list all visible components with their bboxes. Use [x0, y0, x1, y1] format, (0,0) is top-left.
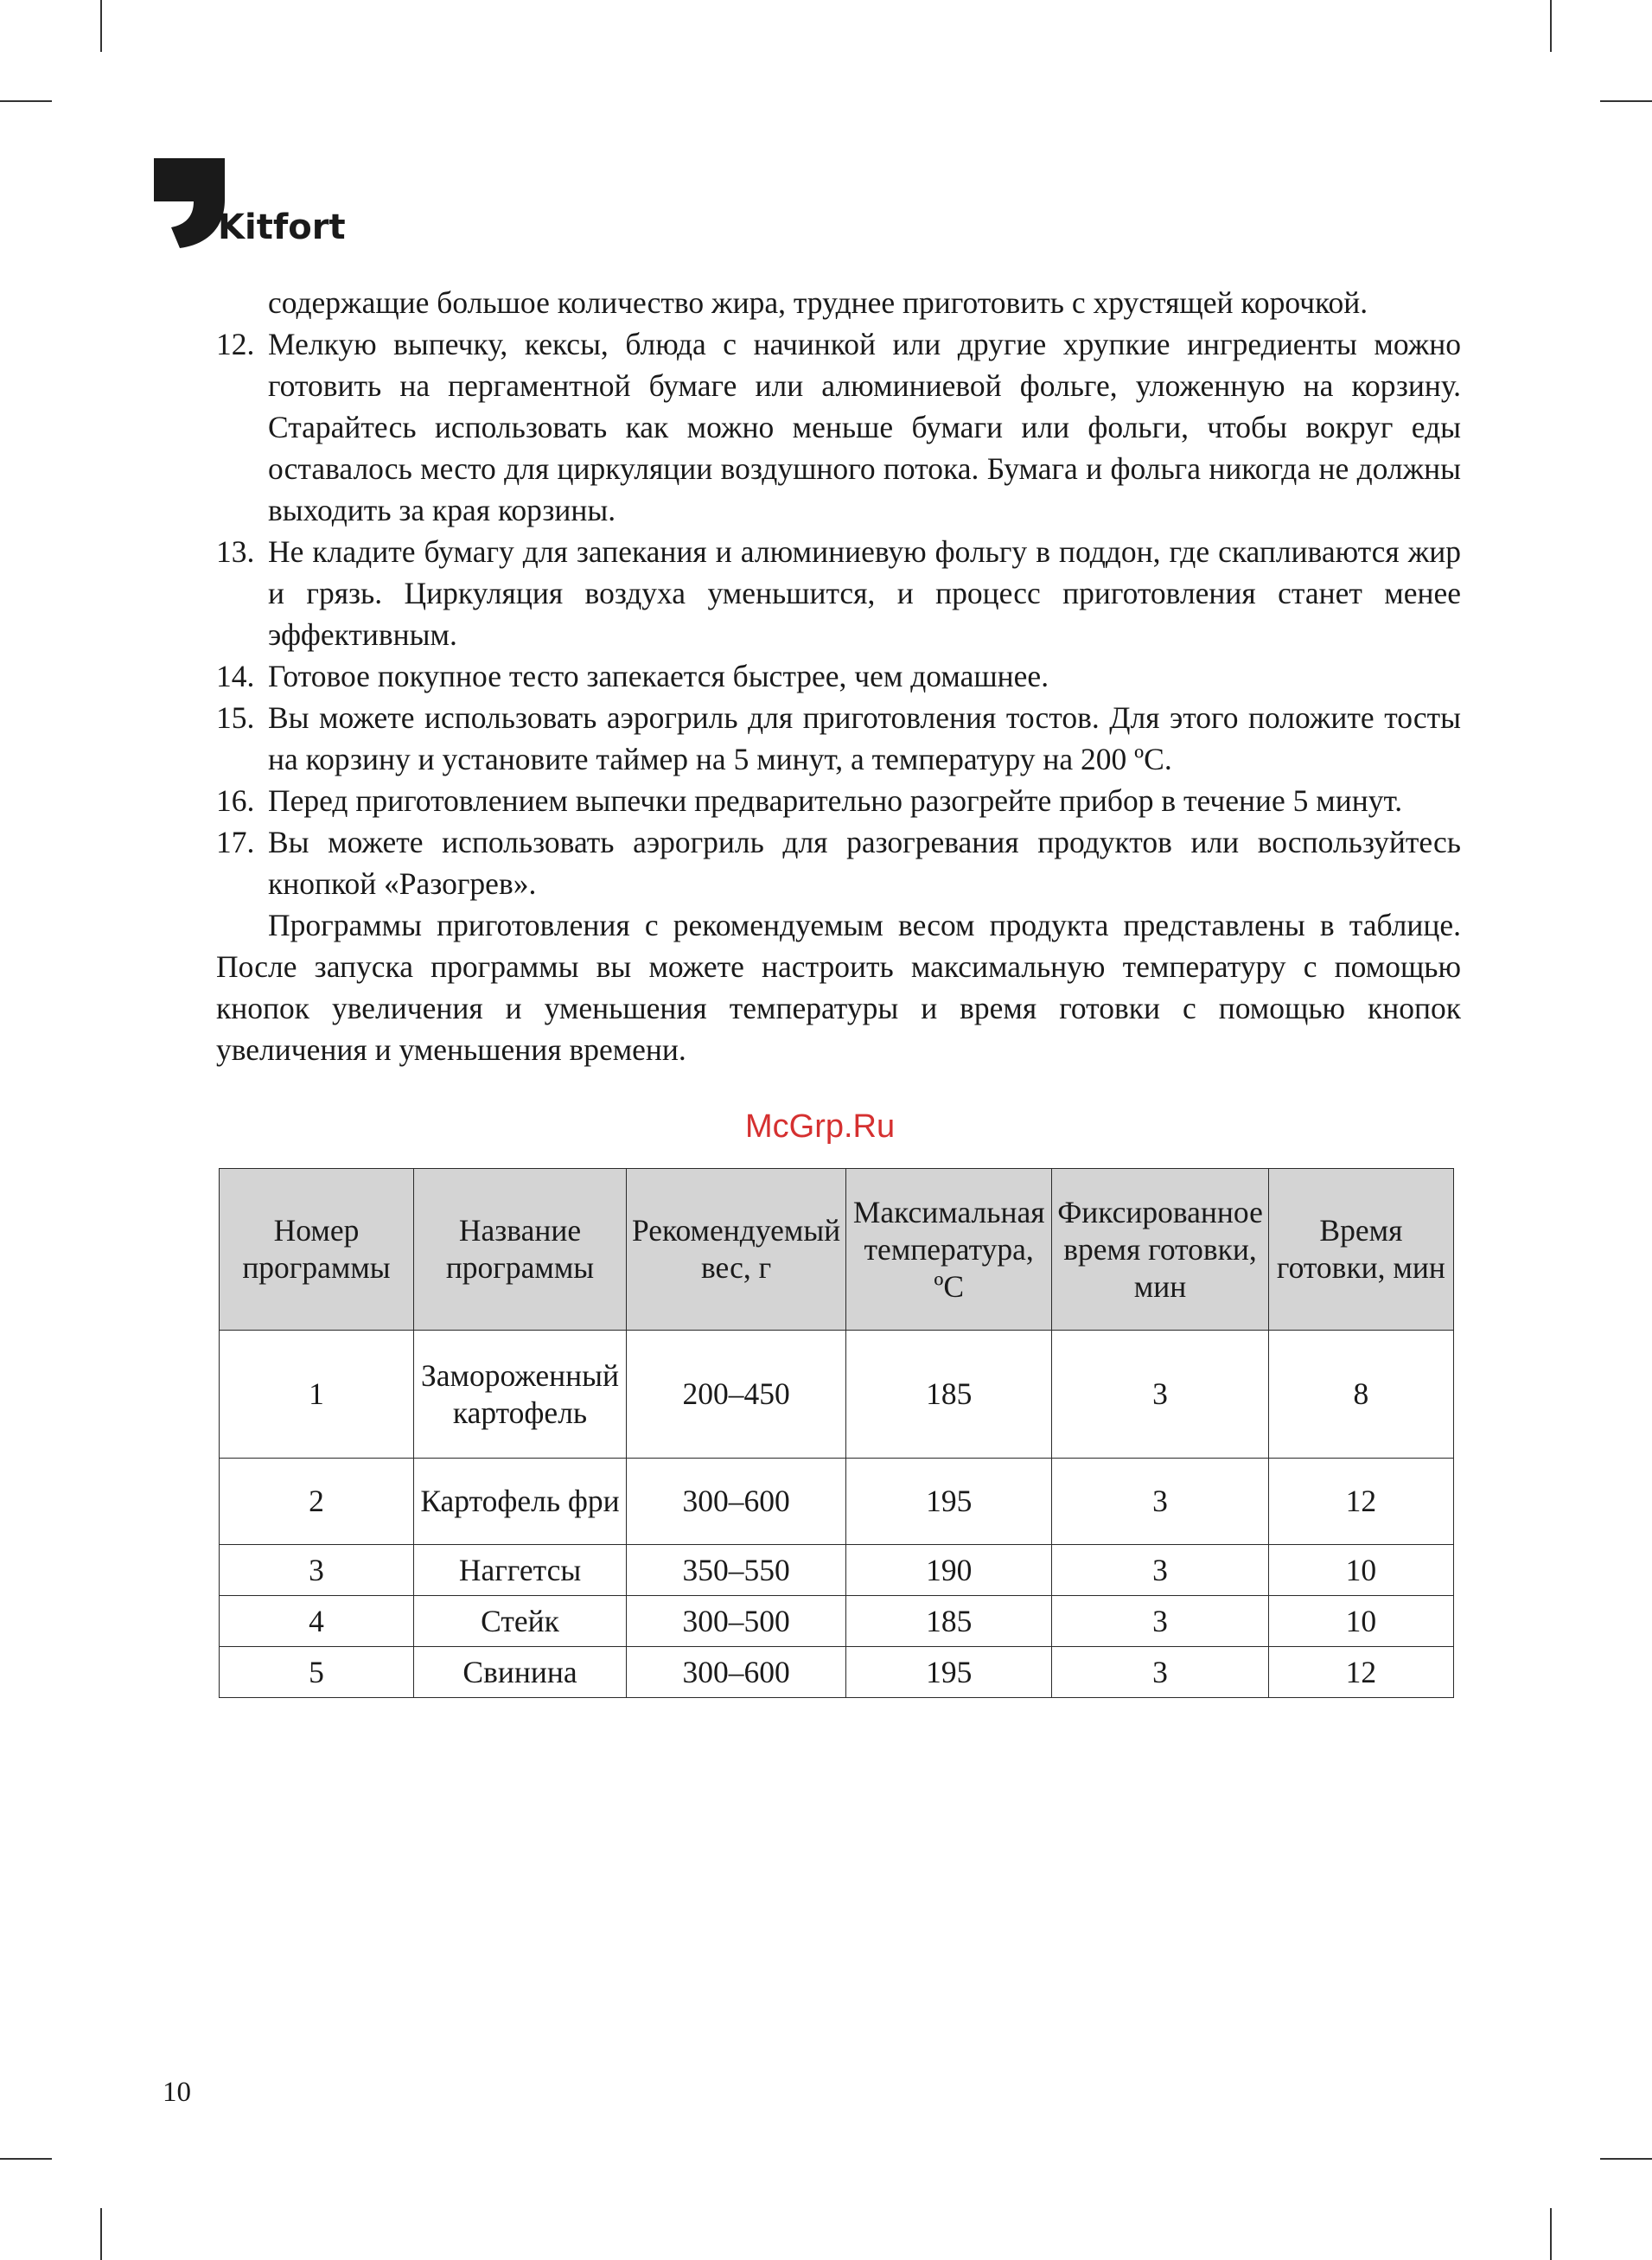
list-item: [216, 821, 1461, 904]
crop-mark: [100, 2208, 102, 2260]
table-cell: 3: [1052, 1596, 1269, 1647]
kitfort-logo-icon: [154, 158, 225, 252]
table-intro-paragraph: Программы приготовления с рекомендуемым весом продукта представлены в таблице. После запуска программы вы можете настроить максимальную температуру с помощью кнопок увеличения и уменьшения температуры и время готовки с помощью кнопок увеличения и уменьшения времени.: [216, 908, 1461, 1067]
table-cell: 185: [846, 1331, 1052, 1459]
list-item-text: Вы можете использовать аэрогриль для приготовления тостов. Для этого положите тосты на корзину и установите таймер на 5 минут, а температуру на 200 ºС.: [268, 700, 1461, 776]
table-cell: 200–450: [627, 1331, 846, 1459]
table-cell: 8: [1268, 1331, 1453, 1459]
list-item-text: Мелкую выпечку, кексы, блюда с начинкой или другие хрупкие ингредиенты можно готовить на пергаментной бумаге или алюминиевой фольге, уложенную на корзину. Старайтесь использовать как можно меньше бумаги или фольги, чтобы вокруг еды оставалось место для циркуляции воздушного потока. Бумага и фольга никогда не должны выходить за края корзины.: [268, 327, 1461, 527]
list-item-number: 14.: [216, 659, 255, 693]
table-cell: 3: [220, 1545, 414, 1596]
list-item-number: 13.: [216, 534, 255, 569]
table-row: [220, 1331, 1454, 1459]
table-cell: Стейк: [414, 1596, 627, 1647]
table-cell: 2: [220, 1459, 414, 1545]
table-cell: Картофель фри: [414, 1459, 627, 1545]
table-cell: 3: [1052, 1459, 1269, 1545]
crop-mark: [1550, 2208, 1552, 2260]
list-item-number: 16.: [216, 783, 255, 818]
list-item: [216, 655, 1461, 697]
page-number: 10: [163, 2077, 191, 2108]
table-cell: 195: [846, 1647, 1052, 1698]
table-row: [220, 1647, 1454, 1698]
list-item-number: 17.: [216, 825, 255, 859]
table-cell: 12: [1268, 1459, 1453, 1545]
watermark: McGrp.Ru: [745, 1108, 896, 1145]
table-cell: 4: [220, 1596, 414, 1647]
table-cell: 190: [846, 1545, 1052, 1596]
table-cell: 10: [1268, 1596, 1453, 1647]
table-cell: 3: [1052, 1545, 1269, 1596]
header-recommended-weight: Рекомендуемый вес, г: [627, 1169, 846, 1331]
list-item-text: Перед приготовлением выпечки предварительно разогрейте прибор в течение 5 минут.: [268, 783, 1403, 818]
table-cell: 3: [1052, 1331, 1269, 1459]
table-cell: 1: [220, 1331, 414, 1459]
table-cell: 5: [220, 1647, 414, 1698]
header-program-number: Номер программы: [220, 1169, 414, 1331]
list-item-text: Готовое покупное тесто запекается быстрее, чем домашнее.: [268, 659, 1049, 693]
table-cell: 185: [846, 1596, 1052, 1647]
brand-name: Kitfort: [218, 207, 346, 247]
table-cell: 12: [1268, 1647, 1453, 1698]
header-program-name: Название программы: [414, 1169, 627, 1331]
list-item: [216, 323, 1461, 531]
table-row: [220, 1459, 1454, 1545]
crop-mark: [100, 0, 102, 52]
table-row: [220, 1596, 1454, 1647]
list-item: [216, 697, 1461, 780]
table-cell: Свинина: [414, 1647, 627, 1698]
list-item: [216, 780, 1461, 821]
list-item-text: Не кладите бумагу для запекания и алюминиевую фольгу в поддон, где скапливаются жир и грязь. Циркуляция воздуха уменьшится, и процесс приготовления станет менее эффективным.: [268, 534, 1461, 652]
header-cook-time: Время готовки, мин: [1268, 1169, 1453, 1331]
crop-mark: [1600, 100, 1652, 102]
table-cell: 300–500: [627, 1596, 846, 1647]
table-cell: 195: [846, 1459, 1052, 1545]
programs-table: [219, 1168, 1454, 1698]
crop-mark: [0, 100, 52, 102]
table-cell: Замороженный картофель: [414, 1331, 627, 1459]
list-item-text: Вы можете использовать аэрогриль для разогревания продуктов или воспользуйтесь кнопкой «Разогрев».: [268, 825, 1461, 901]
body-text: [216, 282, 1461, 1070]
table-cell: 300–600: [627, 1459, 846, 1545]
intro-continuation: содержащие большое количество жира, труднее приготовить с хрустящей корочкой.: [268, 285, 1368, 320]
table-cell: Наггетсы: [414, 1545, 627, 1596]
crop-mark: [1550, 0, 1552, 52]
list-item: [216, 531, 1461, 655]
table-cell: 3: [1052, 1647, 1269, 1698]
table-header-row: [220, 1169, 1454, 1331]
crop-mark: [0, 2158, 52, 2160]
header-max-temperature: Максимальная температура, ºС: [846, 1169, 1052, 1331]
table-cell: 10: [1268, 1545, 1453, 1596]
list-item-number: 15.: [216, 700, 255, 735]
table-cell: 300–600: [627, 1647, 846, 1698]
table-row: [220, 1545, 1454, 1596]
list-item-number: 12.: [216, 327, 255, 361]
header-fixed-time: Фиксированное время готовки, мин: [1052, 1169, 1269, 1331]
crop-mark: [1600, 2158, 1652, 2160]
table-cell: 350–550: [627, 1545, 846, 1596]
